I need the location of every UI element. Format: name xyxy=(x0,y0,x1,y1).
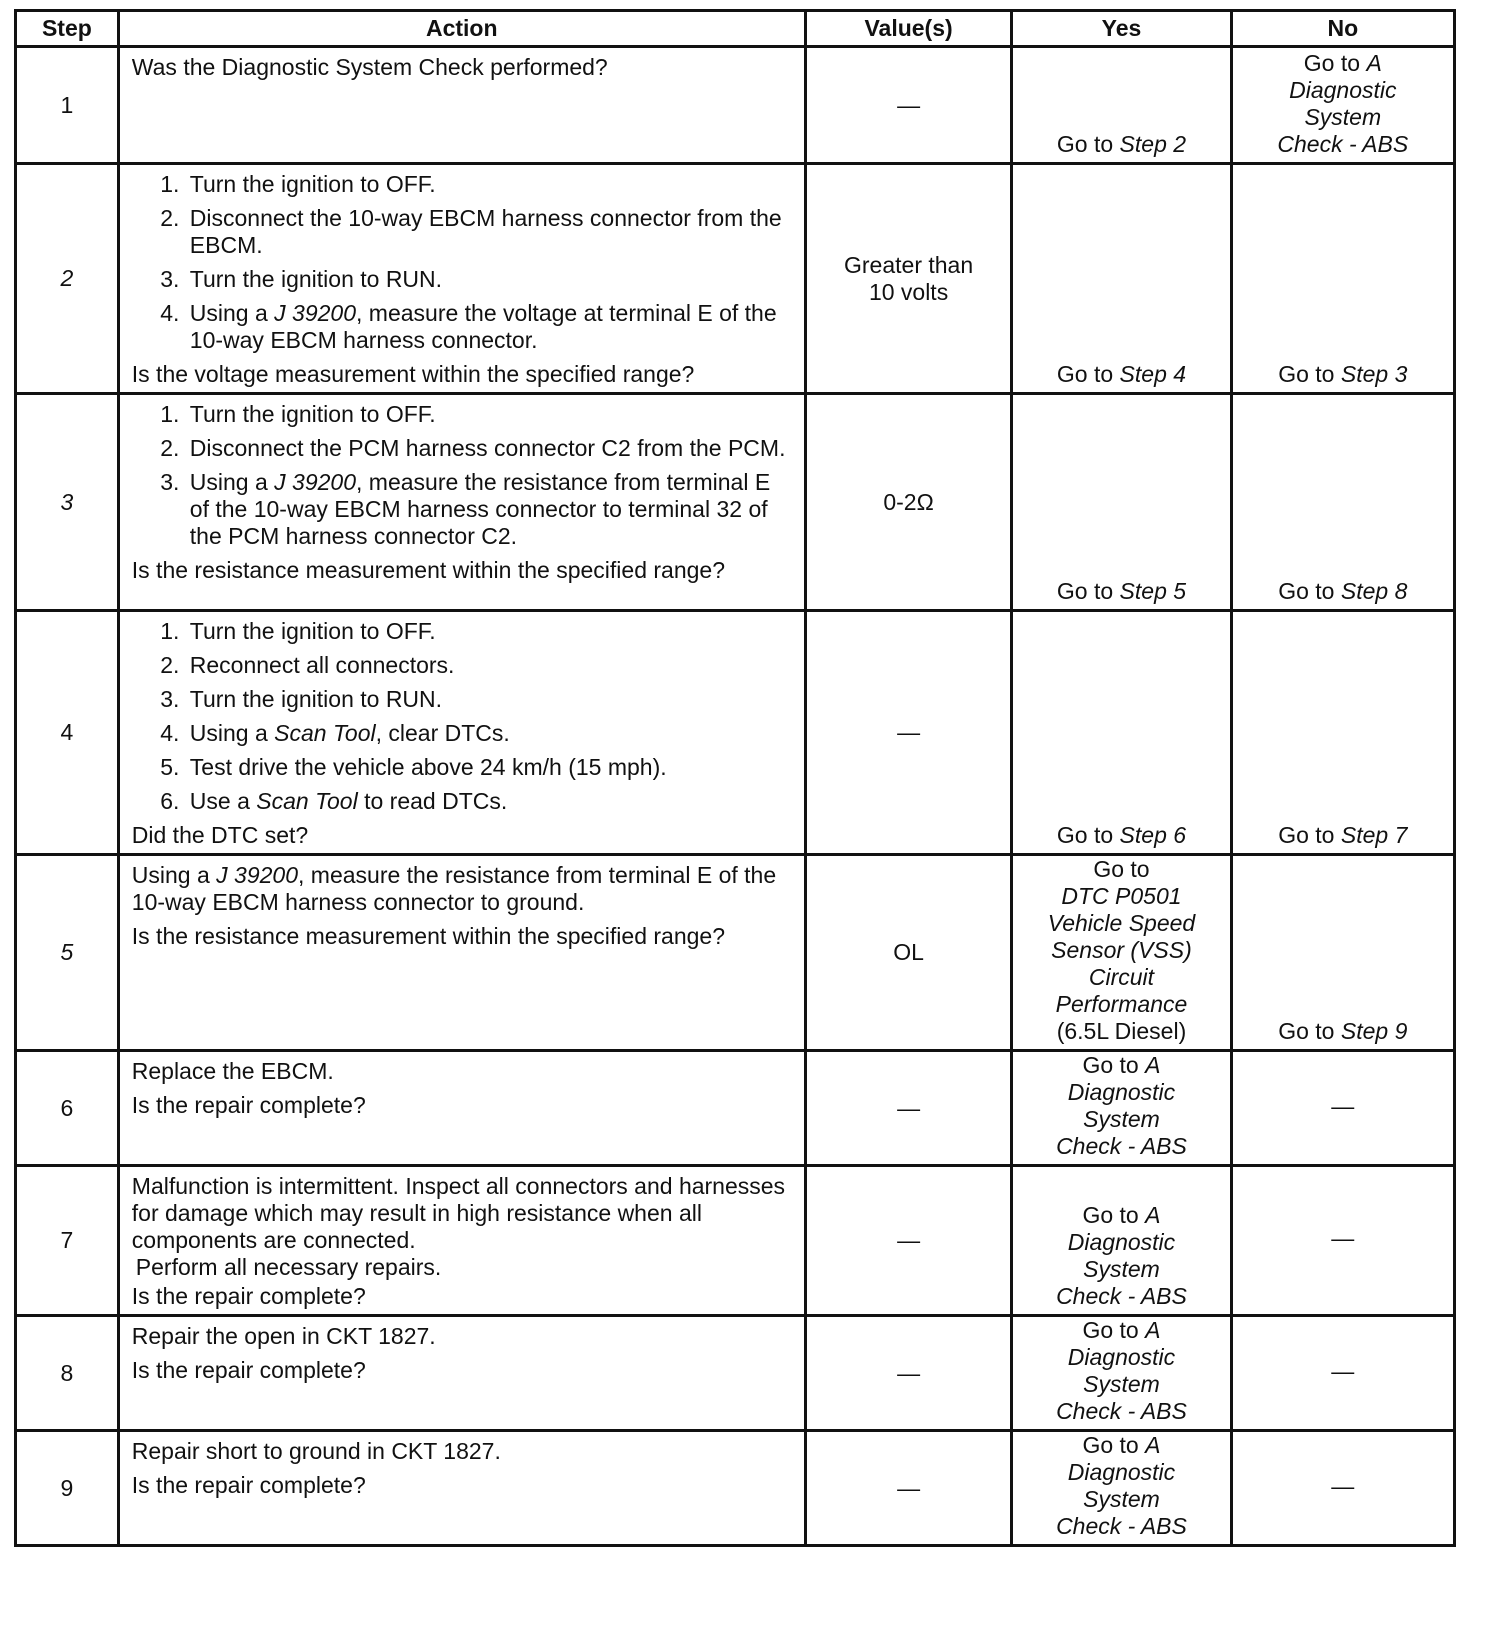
yes-line: Go to xyxy=(1093,856,1150,882)
no-cell: — xyxy=(1231,1051,1454,1166)
value-cell: — xyxy=(805,47,1012,164)
step-number: 7 xyxy=(16,1166,119,1316)
step-number: 6 xyxy=(16,1051,119,1166)
yes-line: Diagnostic xyxy=(1067,1079,1176,1105)
action-cell xyxy=(118,855,805,1051)
yes-step-ref: Step 5 xyxy=(1119,578,1187,604)
action-text xyxy=(132,862,794,916)
no-cell: — xyxy=(1231,1166,1454,1316)
yes-line: System xyxy=(1083,1371,1160,1397)
tool-name: Scan Tool xyxy=(256,788,358,814)
table-row xyxy=(16,1316,1455,1431)
yes-line: System xyxy=(1083,1486,1160,1512)
value-cell: 0-2Ω xyxy=(805,394,1012,611)
value-cell: — xyxy=(805,1316,1012,1431)
yes-line: Diagnostic xyxy=(1067,1459,1176,1485)
no-step-ref: Step 7 xyxy=(1340,822,1408,848)
yes-line: Performance xyxy=(1055,991,1188,1017)
value-cell: — xyxy=(805,1431,1012,1546)
yes-prefix: Go to xyxy=(1082,1202,1139,1228)
value-cell: — xyxy=(805,1166,1012,1316)
action-question: Is the repair complete? xyxy=(131,1357,366,1383)
yes-prefix: Go to xyxy=(1082,1432,1139,1458)
yes-line: Check - ABS xyxy=(1056,1133,1187,1159)
table-row xyxy=(16,1166,1455,1316)
header-action: Action xyxy=(118,11,805,47)
action-cell xyxy=(118,47,805,164)
item-text: , measure the voltage at terminal E of the 10-way EBCM harness connector. xyxy=(189,300,777,353)
action-question: Is the resistance measurement within the specified range? xyxy=(131,923,725,949)
no-cell: — xyxy=(1231,1316,1454,1431)
step-number: 8 xyxy=(16,1316,119,1431)
action-cell xyxy=(118,1431,805,1546)
action-cell xyxy=(118,1316,805,1431)
header-step: Step xyxy=(16,11,119,47)
yes-line: Circuit xyxy=(1088,964,1155,990)
yes-line: Check - ABS xyxy=(1056,1283,1187,1309)
table-row xyxy=(16,164,1455,394)
value-cell: OL xyxy=(805,855,1012,1051)
yes-cell xyxy=(1012,611,1231,855)
yes-line: Diagnostic xyxy=(1067,1344,1176,1370)
no-step-ref: Step 3 xyxy=(1340,361,1408,387)
yes-line: (6.5L Diesel) xyxy=(1056,1018,1187,1044)
yes-line: System xyxy=(1083,1106,1160,1132)
yes-step-ref: Step 4 xyxy=(1119,361,1187,387)
action-text-part: , measure the resistance from terminal E of the 10-way EBCM harness connector to ground. xyxy=(131,862,777,915)
yes-prefix: Go to xyxy=(1056,131,1114,157)
action-text: Repair short to ground in CKT 1827. xyxy=(131,1438,501,1464)
action-question: Is the repair complete? xyxy=(131,1472,366,1498)
yes-ref: A xyxy=(1145,1052,1161,1078)
yes-ref: A xyxy=(1145,1202,1161,1228)
yes-line: Diagnostic xyxy=(1067,1229,1176,1255)
no-cell xyxy=(1231,611,1454,855)
item-text: , measure the resistance from terminal E of the 10-way EBCM harness connector to terminal 32 of the PCM harness connector C2. xyxy=(189,469,771,549)
table-row xyxy=(16,855,1455,1051)
item-text: Using a xyxy=(189,300,268,326)
no-cell: — xyxy=(1231,1431,1454,1546)
list-item xyxy=(186,788,794,815)
no-step-ref: Step 9 xyxy=(1340,1018,1408,1044)
step-number: 4 xyxy=(16,611,119,855)
value-cell: — xyxy=(805,1051,1012,1166)
list-item: 2. Disconnect the PCM harness connector C2 from the PCM. xyxy=(186,435,794,462)
table-row xyxy=(16,1051,1455,1166)
action-question: Is the repair complete? xyxy=(131,1283,366,1309)
yes-cell xyxy=(1012,164,1231,394)
action-list xyxy=(132,401,794,550)
item-text: , clear DTCs. xyxy=(375,720,510,746)
step-number: 9 xyxy=(16,1431,119,1546)
yes-prefix: Go to xyxy=(1056,361,1114,387)
yes-line: Check - ABS xyxy=(1056,1398,1187,1424)
action-cell xyxy=(118,394,805,611)
no-prefix: Go to xyxy=(1278,1018,1335,1044)
value-line: Greater than xyxy=(844,251,974,278)
action-text: Repair the open in CKT 1827. xyxy=(131,1323,436,1349)
no-prefix: Go to xyxy=(1278,822,1335,848)
action-cell xyxy=(118,164,805,394)
list-item xyxy=(186,469,794,550)
step-number: 1 xyxy=(16,47,119,164)
step-number: 2 xyxy=(16,164,119,394)
yes-line: Check - ABS xyxy=(1056,1513,1187,1539)
action-question: Is the voltage measurement within the specified range? xyxy=(131,361,695,387)
action-text: Replace the EBCM. xyxy=(131,1058,334,1084)
value-cell xyxy=(805,164,1012,394)
yes-step-ref: Step 6 xyxy=(1119,822,1187,848)
yes-cell xyxy=(1012,1316,1231,1431)
action-question: Is the resistance measurement within the specified range? xyxy=(131,557,725,583)
action-list xyxy=(132,171,794,354)
list-item: 3. Turn the ignition to RUN. xyxy=(186,266,794,293)
list-item: 1. Turn the ignition to OFF. xyxy=(186,618,794,645)
step-number: 3 xyxy=(16,394,119,611)
yes-cell xyxy=(1012,47,1231,164)
no-cell xyxy=(1231,164,1454,394)
yes-line: System xyxy=(1083,1256,1160,1282)
yes-prefix: Go to xyxy=(1056,578,1114,604)
list-item: 1. Turn the ignition to OFF. xyxy=(186,401,794,428)
header-no: No xyxy=(1231,11,1454,47)
yes-cell xyxy=(1012,855,1231,1051)
no-line: Check - ABS xyxy=(1277,131,1409,157)
yes-ref: A xyxy=(1145,1317,1161,1343)
tool-name: J 39200 xyxy=(274,300,357,326)
action-list xyxy=(132,618,794,815)
yes-cell xyxy=(1012,1051,1231,1166)
no-prefix: Go to xyxy=(1278,361,1335,387)
no-prefix: Go to xyxy=(1303,50,1361,76)
action-question: Is the repair complete? xyxy=(131,1092,366,1118)
list-item xyxy=(186,720,794,747)
item-text: Using a xyxy=(189,720,268,746)
list-item xyxy=(186,300,794,354)
action-cell xyxy=(118,1051,805,1166)
tool-name: J 39200 xyxy=(274,469,357,495)
header-row xyxy=(16,11,1455,47)
item-text: Use a xyxy=(189,788,250,814)
yes-line: Sensor (VSS) xyxy=(1051,937,1192,963)
action-question: Did the DTC set? xyxy=(131,822,309,848)
table-row xyxy=(16,47,1455,164)
tool-name: J 39200 xyxy=(216,862,299,888)
table-row xyxy=(16,611,1455,855)
action-text: Malfunction is intermittent. Inspect all connectors and harnesses for damage which may result in high resistance when all components are connected. xyxy=(131,1173,786,1253)
yes-cell xyxy=(1012,1431,1231,1546)
yes-prefix: Go to xyxy=(1082,1317,1139,1343)
list-item: 2. Disconnect the 10-way EBCM harness connector from the EBCM. xyxy=(186,205,794,259)
step-number: 5 xyxy=(16,855,119,1051)
list-item: 5. Test drive the vehicle above 24 km/h (15 mph). xyxy=(186,754,794,781)
yes-cell xyxy=(1012,394,1231,611)
yes-prefix: Go to xyxy=(1082,1052,1139,1078)
value-cell: — xyxy=(805,611,1012,855)
item-text: Using a xyxy=(189,469,268,495)
no-cell xyxy=(1231,855,1454,1051)
action-question: Was the Diagnostic System Check performed? xyxy=(131,54,608,80)
yes-line: DTC P0501 xyxy=(1061,883,1182,909)
list-item: 2. Reconnect all connectors. xyxy=(186,652,794,679)
table-row xyxy=(16,394,1455,611)
diagnostic-table xyxy=(14,9,1456,1547)
tool-name: Scan Tool xyxy=(274,720,376,746)
action-cell xyxy=(118,1166,805,1316)
no-ref: A xyxy=(1366,50,1382,76)
yes-cell xyxy=(1012,1166,1231,1316)
action-text-part: Using a xyxy=(131,862,210,888)
no-line: System xyxy=(1304,104,1382,130)
action-cell xyxy=(118,611,805,855)
no-prefix: Go to xyxy=(1278,578,1335,604)
yes-line: Vehicle Speed xyxy=(1047,910,1196,936)
no-line: Diagnostic xyxy=(1289,77,1397,103)
yes-step-ref: Step 2 xyxy=(1119,131,1187,157)
no-step-ref: Step 8 xyxy=(1340,578,1408,604)
no-cell xyxy=(1231,394,1454,611)
header-yes: Yes xyxy=(1012,11,1231,47)
header-values: Value(s) xyxy=(805,11,1012,47)
list-item: 3. Turn the ignition to RUN. xyxy=(186,686,794,713)
table-row xyxy=(16,1431,1455,1546)
no-cell xyxy=(1231,47,1454,164)
yes-prefix: Go to xyxy=(1056,822,1114,848)
yes-ref: A xyxy=(1145,1432,1161,1458)
action-text: Perform all necessary repairs. xyxy=(135,1254,442,1280)
item-text: to read DTCs. xyxy=(357,788,508,814)
value-line: 10 volts xyxy=(868,278,949,305)
list-item: 1. Turn the ignition to OFF. xyxy=(186,171,794,198)
